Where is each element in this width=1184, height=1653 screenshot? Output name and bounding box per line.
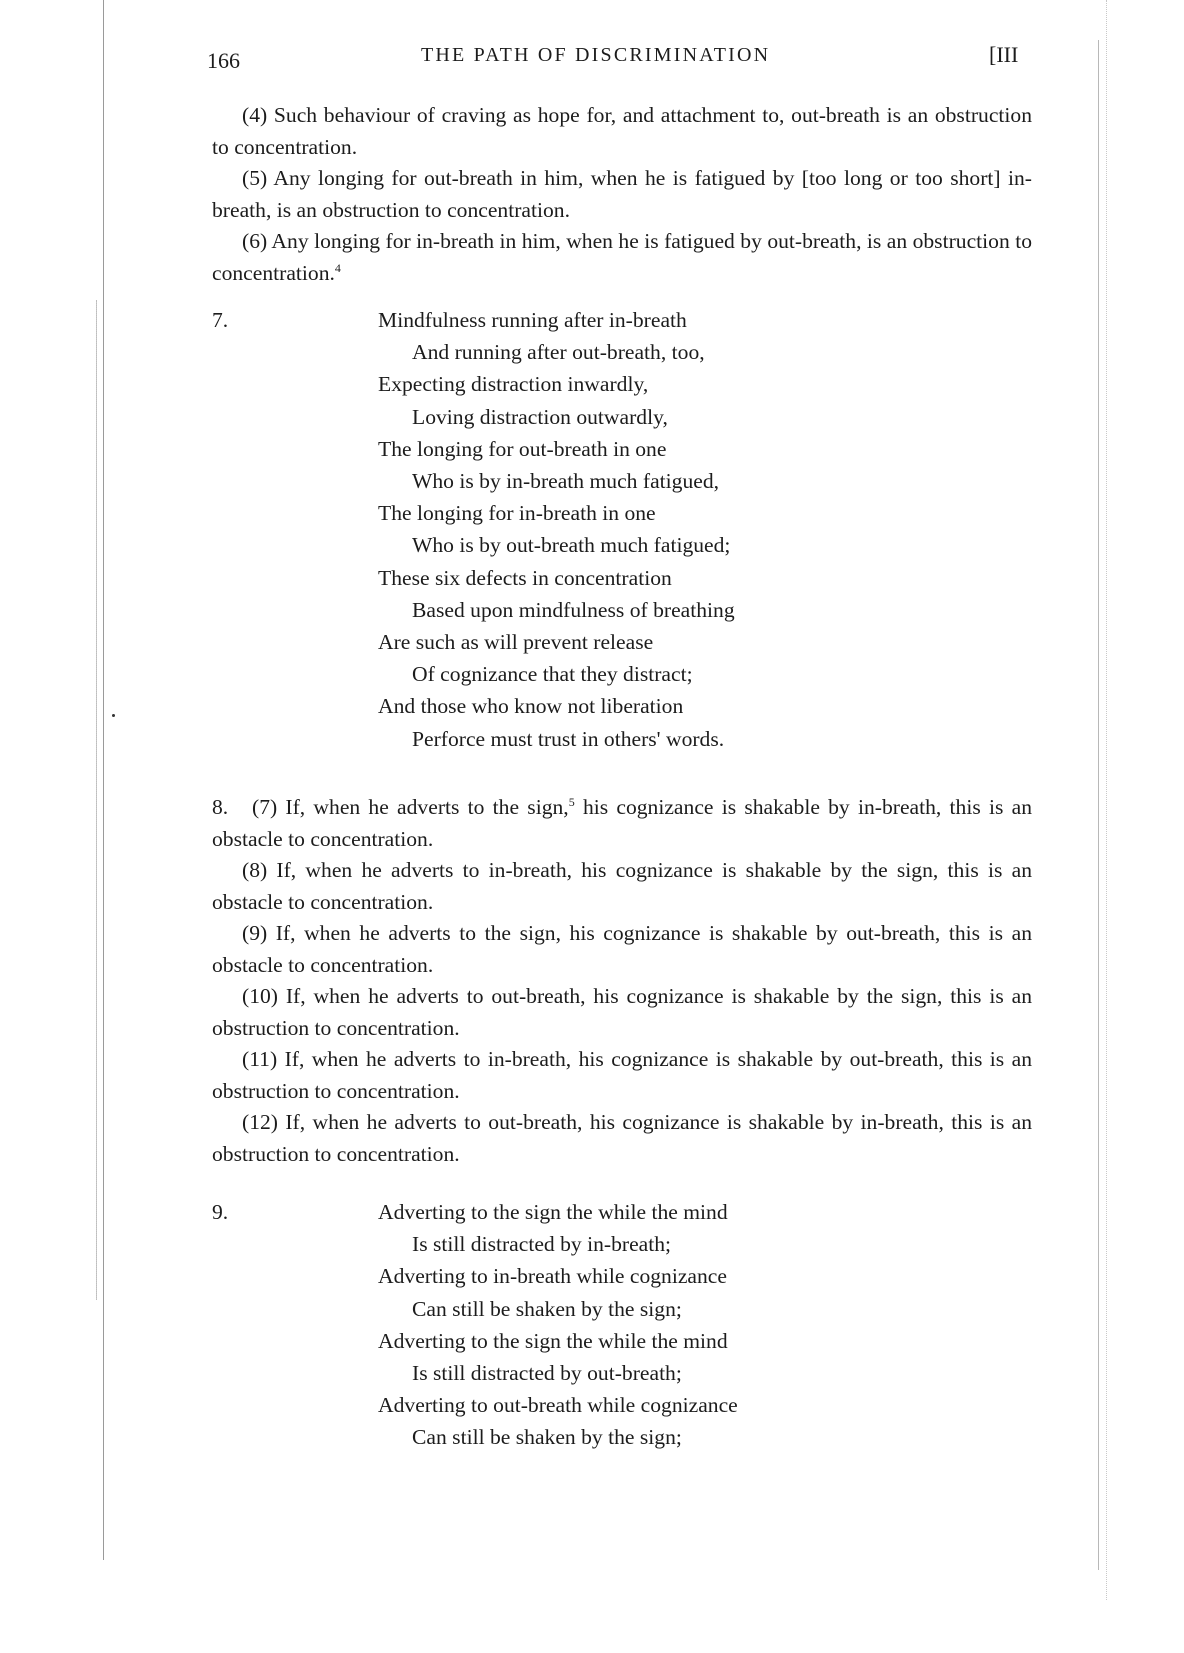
- running-title: THE PATH OF DISCRIMINATION: [421, 44, 771, 66]
- verse-line: Of cognizance that they distract;: [412, 662, 693, 687]
- verse-line: Can still be shaken by the sign;: [412, 1425, 682, 1450]
- verse-9: [212, 1196, 1032, 1454]
- paragraph-12: (12) If, when he adverts to out-breath, his cognizance is shakable by in-breath, this is an obstruction to concentration.: [212, 1110, 1032, 1166]
- verse-line: Based upon mindfulness of breathing: [412, 597, 735, 622]
- verse-line: And those who know not liberation: [378, 694, 684, 719]
- page-edge-right: [1098, 40, 1099, 1570]
- page-edge-left: [103, 0, 104, 1560]
- paragraph-8: (8) If, when he adverts to in-breath, his cognizance is shakable by the sign, this is an obstacle to concentration.: [212, 858, 1032, 914]
- section-number-7: 7.: [212, 308, 229, 332]
- verse-line: The longing for in-breath in one: [378, 501, 656, 526]
- verse-line: Adverting to out-breath while cognizance: [378, 1393, 738, 1418]
- verse-line: Can still be shaken by the sign;: [412, 1296, 682, 1321]
- paragraph-11: (11) If, when he adverts to in-breath, his cognizance is shakable by out-breath, this is an obstruction to concentration.: [212, 1047, 1032, 1103]
- paragraph-6: (6) Any longing for in-breath in him, when he is fatigued by out-breath, is an obstruction to concentration.$^4$: [212, 229, 1032, 285]
- footnote-ref-4: 4: [334, 260, 341, 275]
- section-8: [212, 792, 1032, 1170]
- footnote-ref-5: 5: [568, 794, 575, 809]
- verse-line: Who is by in-breath much fatigued,: [412, 469, 720, 494]
- verse-line: Is still distracted by in-breath;: [412, 1232, 672, 1257]
- verse-7: [212, 304, 1032, 755]
- verse-line: Mindfulness running after in-breath: [378, 308, 687, 332]
- verse-line: Expecting distraction inwardly,: [378, 372, 649, 397]
- verse-line: Loving distraction outwardly,: [412, 404, 668, 429]
- paragraph-4: (4) Such behaviour of craving as hope for, and attachment to, out-breath is an obstruction to concentration.: [212, 103, 1032, 159]
- verse-line: Perforce must trust in others' words.: [412, 726, 725, 751]
- section-number-8: 8.: [212, 795, 229, 819]
- paragraph-block-top: [212, 100, 1032, 289]
- verse-line: Adverting to the sign the while the mind: [378, 1328, 728, 1353]
- paragraph-10: (10) If, when he adverts to out-breath, his cognizance is shakable by the sign, this is an obstruction to concentration.: [212, 984, 1032, 1040]
- verse-line: These six defects in concentration: [378, 565, 672, 590]
- verse-line: Adverting to in-breath while cognizance: [378, 1264, 727, 1289]
- verse-line: Is still distracted by out-breath;: [412, 1361, 682, 1386]
- page-edge-right-shadow: [1106, 0, 1107, 1600]
- verse-line: The longing for out-breath in one: [378, 436, 667, 461]
- running-head: [207, 44, 1027, 78]
- verse-line: Adverting to the sign the while the mind: [378, 1200, 728, 1224]
- scan-speck: [112, 714, 115, 717]
- paragraph-9: (9) If, when he adverts to the sign, his cognizance is shakable by out-breath, this is an obstacle to concentration.: [212, 921, 1032, 977]
- section-number-9: 9.: [212, 1200, 229, 1224]
- verse-line: And running after out-breath, too,: [412, 340, 705, 365]
- paragraph-7: 8. (7) If, when he adverts to the sign,$^5$ his cognizance is shakable by in-breath, this is an obstacle to concentration.: [212, 792, 1032, 855]
- page-number: 166: [207, 48, 240, 73]
- verse-line: Are such as will prevent release: [378, 630, 654, 655]
- paragraph-5: (5) Any longing for out-breath in him, when he is fatigued by [too long or too short] in-breath, is an obstruction to concentration.: [212, 166, 1032, 222]
- verse-line: Who is by out-breath much fatigued;: [412, 533, 731, 558]
- page-edge-left-shadow: [96, 300, 97, 1300]
- chapter-marker: [III: [989, 42, 1019, 67]
